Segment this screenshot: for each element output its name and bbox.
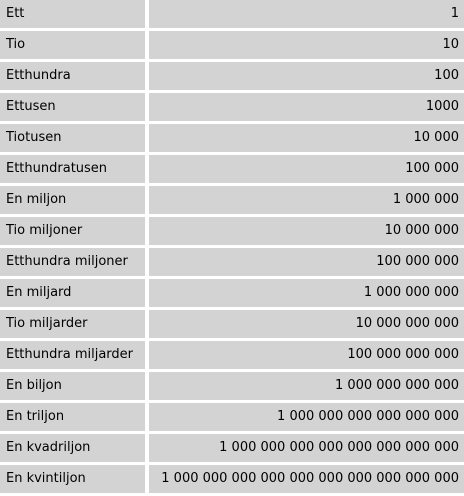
table-row: [0, 217, 464, 245]
number-value-cell: 1 000 000 000: [149, 279, 464, 307]
number-name-cell: En miljard: [0, 279, 145, 307]
number-value-cell: 10 000 000 000: [149, 310, 464, 338]
table-row: [0, 248, 464, 276]
table-row: [0, 310, 464, 338]
number-name-cell: En kvadriljon: [0, 434, 145, 462]
number-name-cell: Etthundratusen: [0, 155, 145, 183]
number-name-cell: Tiotusen: [0, 124, 145, 152]
number-value-cell: 1 000 000 000 000 000 000 000 000: [149, 434, 464, 462]
number-name-cell: Ett: [0, 0, 145, 28]
table-row: [0, 465, 464, 493]
number-name-cell: En biljon: [0, 372, 145, 400]
number-name-cell: En triljon: [0, 403, 145, 431]
number-value-cell: 100: [149, 62, 464, 90]
table-row: [0, 0, 464, 28]
table-row: [0, 31, 464, 59]
table-row: [0, 62, 464, 90]
table-row: [0, 124, 464, 152]
number-name-cell: Etthundra: [0, 62, 145, 90]
number-name-cell: Ettusen: [0, 93, 145, 121]
number-value-cell: 100 000: [149, 155, 464, 183]
number-name-cell: En kvintiljon: [0, 465, 145, 493]
number-value-cell: 100 000 000 000: [149, 341, 464, 369]
number-name-cell: Etthundra miljarder: [0, 341, 145, 369]
number-name-cell: Tio miljoner: [0, 217, 145, 245]
table-row: [0, 372, 464, 400]
table-row: [0, 155, 464, 183]
number-name-cell: Etthundra miljoner: [0, 248, 145, 276]
number-value-cell: 1: [149, 0, 464, 28]
number-value-cell: 1 000 000 000 000 000 000: [149, 403, 464, 431]
number-name-cell: Tio miljarder: [0, 310, 145, 338]
table-row: [0, 403, 464, 431]
table-row: [0, 186, 464, 214]
number-value-cell: 1 000 000: [149, 186, 464, 214]
number-value-cell: 10: [149, 31, 464, 59]
number-value-cell: 10 000 000: [149, 217, 464, 245]
table-row: [0, 93, 464, 121]
number-value-cell: 1000: [149, 93, 464, 121]
table-row: [0, 341, 464, 369]
table-row: [0, 434, 464, 462]
table-row: [0, 279, 464, 307]
number-name-cell: Tio: [0, 31, 145, 59]
number-value-cell: 100 000 000: [149, 248, 464, 276]
number-name-cell: En miljon: [0, 186, 145, 214]
number-value-cell: 1 000 000 000 000: [149, 372, 464, 400]
number-value-cell: 1 000 000 000 000 000 000 000 000 000 000: [149, 465, 464, 493]
number-value-cell: 10 000: [149, 124, 464, 152]
